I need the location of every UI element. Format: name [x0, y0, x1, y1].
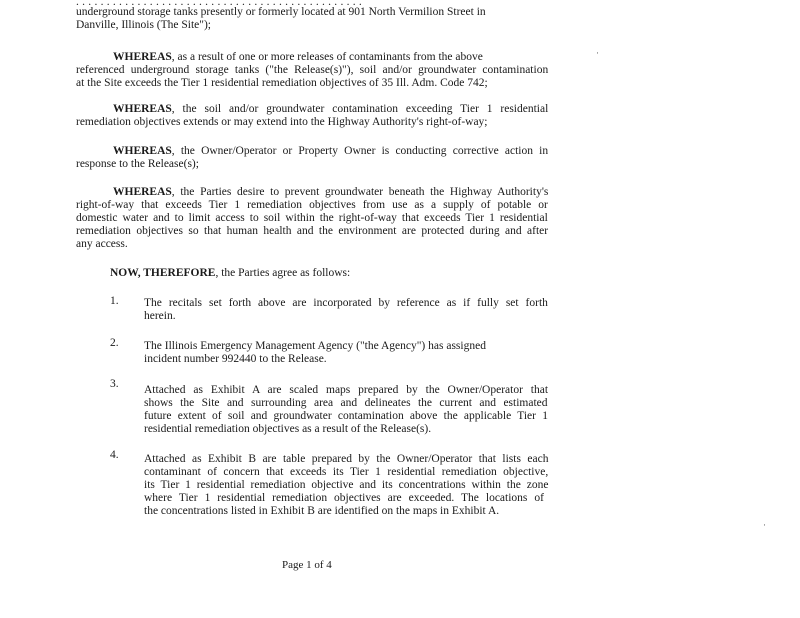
whereas-keyword: WHEREAS — [113, 145, 172, 157]
whereas-1-line-2: referenced underground storage tanks ("the Release(s)"), soil and/or groundwater contamination — [76, 64, 549, 76]
item-3-line-1: Attached as Exhibit A are scaled maps prepared by the Owner/Operator that — [144, 384, 549, 396]
item-3-line-2: shows the Site and surrounding area and delineates the current and estimated — [144, 397, 548, 409]
item-4-line-4: where Tier 1 residential remediation objectives are exceeded. The locations of — [144, 492, 544, 504]
whereas-1-line-1: WHEREAS, as a result of one or more releases of contaminants from the above — [113, 51, 483, 63]
whereas-keyword: WHEREAS — [113, 51, 172, 63]
whereas-1-line-3: at the Site exceeds the Tier 1 residential remediation objectives of 35 Ill. Adm. Code 742; — [76, 77, 488, 89]
now-therefore-line: NOW, THEREFORE, the Parties agree as follows: — [110, 267, 351, 279]
item-3-line-4: residential remediation objectives as a result of the Release(s). — [144, 423, 432, 435]
top-line-2: Danville, Illinois (The Site"); — [76, 19, 212, 31]
item-3-number: 3. — [110, 378, 119, 390]
scan-speck: · — [763, 520, 766, 530]
item-3-line-3: future extent of soil and groundwater contamination above the applicable Tier 1 — [144, 410, 548, 422]
whereas-2-line-2: remediation objectives extends or may extend into the Highway Authority's right-of-way; — [76, 116, 488, 128]
item-1-line-2: herein. — [144, 310, 176, 322]
item-2-line-2: incident number 992440 to the Release. — [144, 353, 327, 365]
item-2-line-1: The Illinois Emergency Management Agency ("the Agency") has assigned — [144, 340, 486, 352]
item-4-line-5: the concentrations listed in Exhibit B are identified on the maps in Exhibit A. — [144, 505, 500, 517]
item-4-line-2: contaminant of concern that exceeds its Tier 1 residential remediation objective, — [144, 466, 549, 478]
whereas-4-line-4: remediation objectives so that human health and the environment are protected during and after — [76, 225, 549, 237]
whereas-4-line-1: WHEREAS, the Parties desire to prevent groundwater beneath the Highway Authority's — [113, 186, 549, 198]
item-4-number: 4. — [110, 449, 119, 461]
whereas-4-line-3: domestic water and to limit access to soil within the right-of-way that exceeds Tier 1 residential — [76, 212, 548, 224]
item-4-line-3: its Tier 1 residential remediation objective and its concentrations within the zone — [144, 479, 549, 491]
now-therefore-keyword: NOW, THEREFORE — [110, 267, 216, 279]
item-4-line-1: Attached as Exhibit B are table prepared by the Owner/Operator that lists each — [144, 453, 549, 465]
whereas-3-line-1: WHEREAS, the Owner/Operator or Property Owner is conducting corrective action in — [113, 145, 549, 157]
whereas-3-line-2: response to the Release(s); — [76, 158, 199, 170]
whereas-keyword: WHEREAS — [113, 186, 172, 198]
whereas-4-line-2: right-of-way that exceeds Tier 1 remediation objectives from use as a supply of potable or — [76, 199, 548, 211]
item-2-number: 2. — [110, 337, 119, 349]
whereas-2-line-1: WHEREAS, the soil and/or groundwater contamination exceeding Tier 1 residential — [113, 103, 549, 115]
item-1-line-1: The recitals set forth above are incorporated by reference as if fully set forth — [144, 297, 548, 309]
whereas-keyword: WHEREAS — [113, 103, 172, 115]
item-1-number: 1. — [110, 295, 119, 307]
scan-speck: · — [596, 48, 599, 58]
whereas-4-line-5: any access. — [76, 238, 128, 250]
top-line-1: underground storage tanks presently or formerly located at 901 North Vermilion Street in — [76, 6, 486, 18]
top-line-fragment: . . . . . . . . . . . . . . . . . . . . . . . . . . . . . . . . . . . . . . . . . . . . . . . — [76, 0, 362, 8]
page-number: Page 1 of 4 — [282, 559, 332, 571]
